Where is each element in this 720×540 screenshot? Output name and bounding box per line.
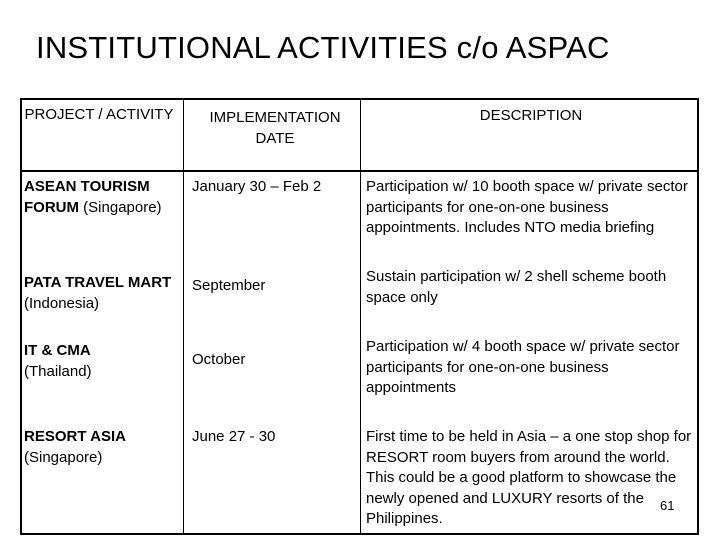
table-row-project [24, 427, 174, 468]
project-location: (Singapore) [83, 198, 162, 216]
page-number: 61 [660, 498, 675, 513]
project-location: (Indonesia) [24, 294, 100, 312]
header-divider [20, 170, 699, 172]
project-location: (Singapore) [24, 448, 103, 466]
column-divider [360, 98, 361, 535]
table-row-description: Participation w/ 4 booth space w/ private sector participants for one-on-one business appointments [366, 338, 680, 396]
project-name: PATA TRAVEL MART [24, 274, 172, 291]
header-description: DESCRIPTION [479, 107, 583, 124]
header-project-activity: PROJECT / ACTIVITY [24, 106, 174, 123]
table-row-description: First time to be held in Asia – a one stop shop for RESORT room buyers from around the world. This could be a good platform to showcase the newly opened and LUXURY resorts of the Philippines. [366, 428, 692, 527]
table-row-description: Participation w/ 10 booth space w/ private sector participants for one-on-one business appointments. Includes NTO media briefing [366, 178, 688, 236]
table-row-project [24, 341, 174, 382]
project-name: RESORT ASIA [24, 428, 126, 445]
page-title: INSTITUTIONAL ACTIVITIES c/o ASPAC [36, 30, 610, 65]
table-row-project [24, 273, 174, 314]
table-row-date: September [192, 277, 266, 294]
table-row-description: Sustain participation w/ 2 shell scheme booth space only [366, 268, 667, 306]
table-row-date: January 30 – Feb 2 [192, 178, 322, 195]
table-row-project [24, 177, 174, 218]
column-divider [183, 98, 184, 535]
project-name: ASEAN TOURISM FORUM [24, 178, 150, 216]
header-implementation-date: IMPLEMENTATION DATE [209, 109, 341, 147]
table-row-date: June 27 - 30 [192, 428, 276, 445]
project-location: (Thailand) [24, 362, 92, 380]
table-row-date: October [192, 351, 246, 368]
project-name: IT & CMA [24, 342, 91, 359]
